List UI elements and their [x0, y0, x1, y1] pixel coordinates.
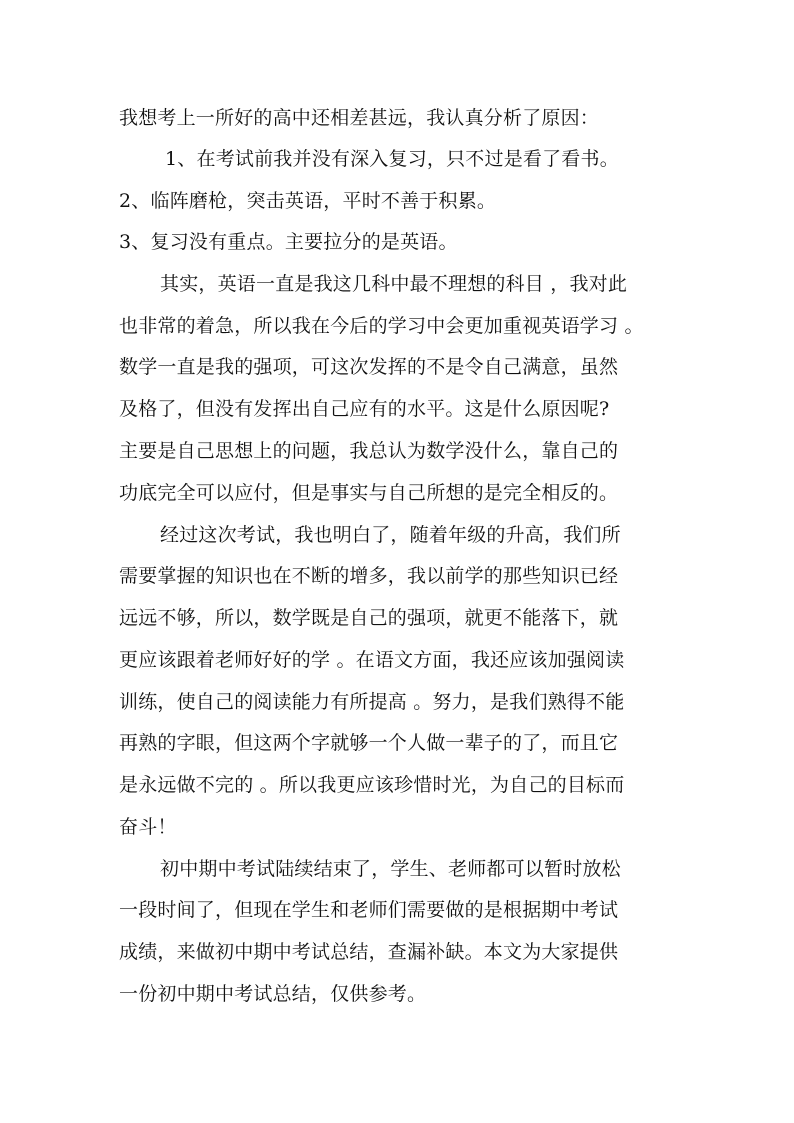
paragraph-2-line-5: 训练，使自己的阅读能力有所提高 。努力，是我们熟得不能 — [119, 691, 625, 713]
paragraph-2-line-3: 远远不够，所以，数学既是自己的强项，就更不能落下，就 — [119, 607, 619, 629]
paragraph-1-line-3: 数学一直是我的强项，可这次发挥的不是令自己满意，虽然 — [119, 356, 619, 378]
list-item-1: 1、在考试前我并没有深入复习，只不过是看了看书。 — [165, 148, 619, 170]
paragraph-1-line-4: 及格了，但没有发挥出自己应有的水平。这是什么原因呢? — [119, 398, 610, 420]
paragraph-1-line-6: 功底完全可以应付，但是事实与自己所想的是完全相反的。 — [119, 482, 619, 504]
paragraph-3-line-3: 成绩，来做初中期中考试总结，查漏补缺。本文为大家提供 — [119, 941, 619, 963]
list-item-2: 2、临阵磨枪，突击英语，平时不善于积累。 — [119, 190, 497, 212]
paragraph-1-line-1: 其实，英语一直是我这几科中最不理想的科目 ，我对此 — [160, 273, 628, 295]
paragraph-3-line-4: 一份初中期中考试总结，仅供参考。 — [119, 983, 427, 1005]
paragraph-2-line-7: 是永远做不完的 。所以我更应该珍惜时光，为自己的目标而 — [119, 774, 625, 796]
paragraph-1-line-5: 主要是自己思想上的问题，我总认为数学没什么，靠自己的 — [119, 440, 619, 462]
paragraph-2-line-1: 经过这次考试，我也明白了，随着年级的升高，我们所 — [160, 524, 621, 546]
paragraph-3-line-2: 一段时间了，但现在学生和老师们需要做的是根据期中考试 — [119, 899, 619, 921]
paragraph-2-line-6: 再熟的字眼，但这两个字就够一个人做一辈子的了，而且它 — [119, 732, 619, 754]
paragraph-3-line-1: 初中期中考试陆续结束了，学生、老师都可以暂时放松 — [160, 858, 621, 880]
paragraph-2-line-4: 更应该跟着老师好好的学 。在语文方面，我还应该加强阅读 — [119, 649, 625, 671]
list-item-3: 3、复习没有重点。主要拉分的是英语。 — [119, 231, 458, 253]
paragraph-1-line-2: 也非常的着急，所以我在今后的学习中会更加重视英语学习 。 — [119, 315, 644, 337]
paragraph-2-line-8: 奋斗！ — [119, 816, 177, 838]
paragraph-2-line-2: 需要掌握的知识也在不断的增多，我以前学的那些知识已经 — [119, 565, 619, 587]
text-line-1: 我想考上一所好的高中还相差甚远，我认真分析了原因： — [119, 107, 600, 129]
